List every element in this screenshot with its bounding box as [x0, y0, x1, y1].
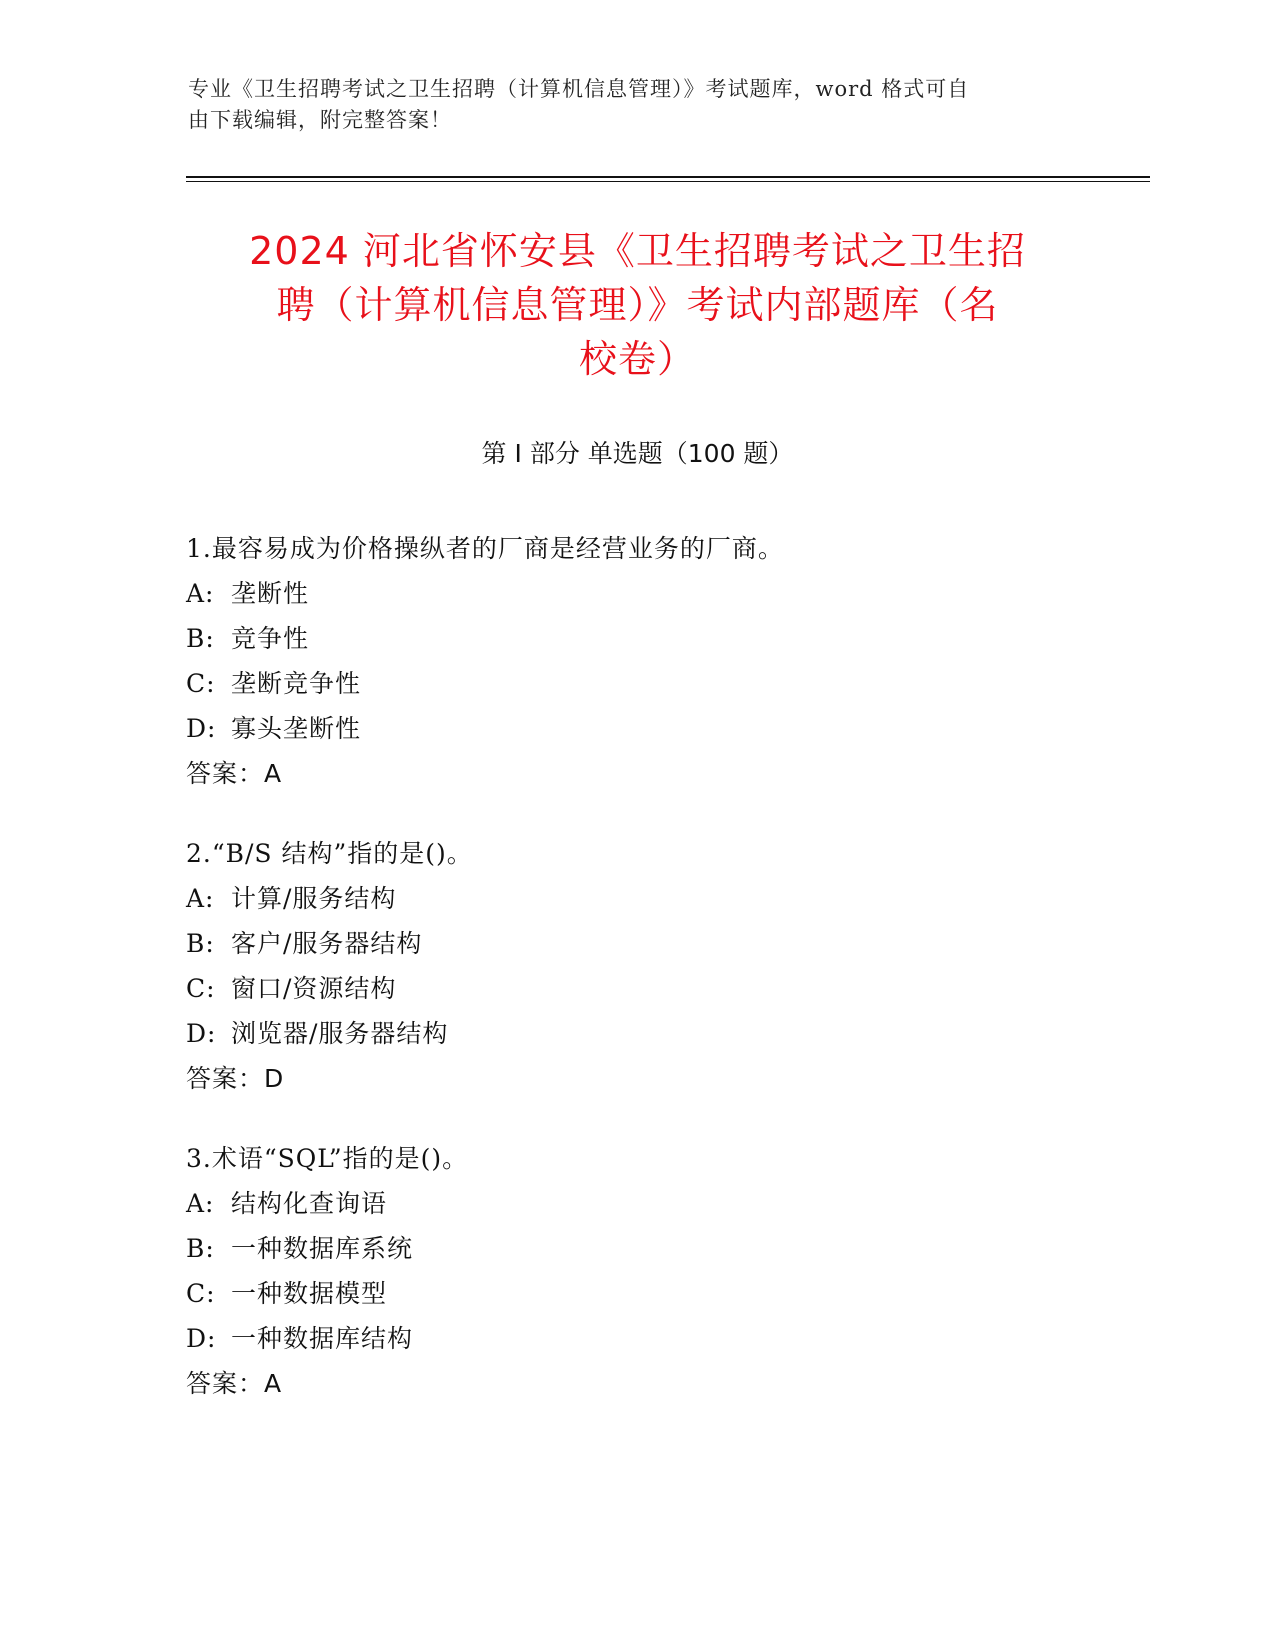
header-divider-thin — [186, 181, 1150, 182]
option-text: 窗口/资源结构 — [231, 974, 397, 1003]
document-title-line-3: 校卷） — [578, 337, 696, 381]
option-c — [186, 1271, 1086, 1316]
option-key: C: — [186, 1279, 216, 1308]
question-stem: 2.“B/S 结构”指的是()。 — [186, 839, 473, 868]
option-text: 一种数据库结构 — [231, 1324, 414, 1353]
option-d — [186, 1011, 1086, 1056]
answer-line: 答案：A — [186, 759, 283, 788]
option-key: D: — [186, 714, 217, 743]
option-a — [186, 1181, 1086, 1226]
option-b — [186, 616, 1086, 661]
option-text: 计算/服务结构 — [231, 884, 397, 913]
option-c — [186, 966, 1086, 1011]
question-1 — [186, 526, 1086, 796]
option-d — [186, 706, 1086, 751]
option-key: A: — [186, 1189, 215, 1218]
option-text: 竞争性 — [231, 624, 310, 653]
option-key: D: — [186, 1324, 217, 1353]
option-text: 一种数据模型 — [231, 1279, 388, 1308]
option-text: 结构化查询语 — [231, 1189, 388, 1218]
header-divider — [186, 176, 1150, 182]
question-stem: 3.术语“SQL”指的是()。 — [186, 1144, 469, 1173]
question-stem: 1.最容易成为价格操纵者的厂商是经营业务的厂商。 — [186, 534, 784, 563]
question-3 — [186, 1136, 1086, 1406]
answer-line: 答案：A — [186, 1369, 283, 1398]
question-list — [186, 526, 1086, 1441]
option-key: B: — [186, 929, 215, 958]
header-note — [188, 74, 1088, 136]
option-text: 垄断性 — [231, 579, 310, 608]
option-key: D: — [186, 1019, 217, 1048]
option-d — [186, 1316, 1086, 1361]
option-text: 一种数据库系统 — [231, 1234, 414, 1263]
header-note-line-1: 专业《卫生招聘考试之卫生招聘（计算机信息管理）》考试题库，word 格式可自 — [188, 77, 970, 101]
option-text: 垄断竞争性 — [231, 669, 362, 698]
option-key: C: — [186, 974, 216, 1003]
option-text: 浏览器/服务器结构 — [231, 1019, 449, 1048]
option-text: 客户/服务器结构 — [231, 929, 423, 958]
option-key: A: — [186, 884, 215, 913]
header-note-line-2: 由下载编辑，附完整答案！ — [188, 108, 452, 132]
option-b — [186, 921, 1086, 966]
option-key: C: — [186, 669, 216, 698]
document-title-line-2: 聘（计算机信息管理）》考试内部题库（名 — [276, 283, 999, 327]
option-key: A: — [186, 579, 215, 608]
question-2 — [186, 831, 1086, 1101]
option-text: 寡头垄断性 — [231, 714, 362, 743]
section-heading: 第 I 部分 单选题（100 题） — [481, 439, 794, 468]
option-key: B: — [186, 624, 215, 653]
header-divider-thick — [186, 176, 1150, 178]
answer-line: 答案：D — [186, 1064, 285, 1093]
option-a — [186, 571, 1086, 616]
document-title-line-1: 2024 河北省怀安县《卫生招聘考试之卫生招 — [249, 229, 1026, 273]
option-a — [186, 876, 1086, 921]
option-key: B: — [186, 1234, 215, 1263]
document-title — [150, 224, 1125, 386]
option-c — [186, 661, 1086, 706]
option-b — [186, 1226, 1086, 1271]
